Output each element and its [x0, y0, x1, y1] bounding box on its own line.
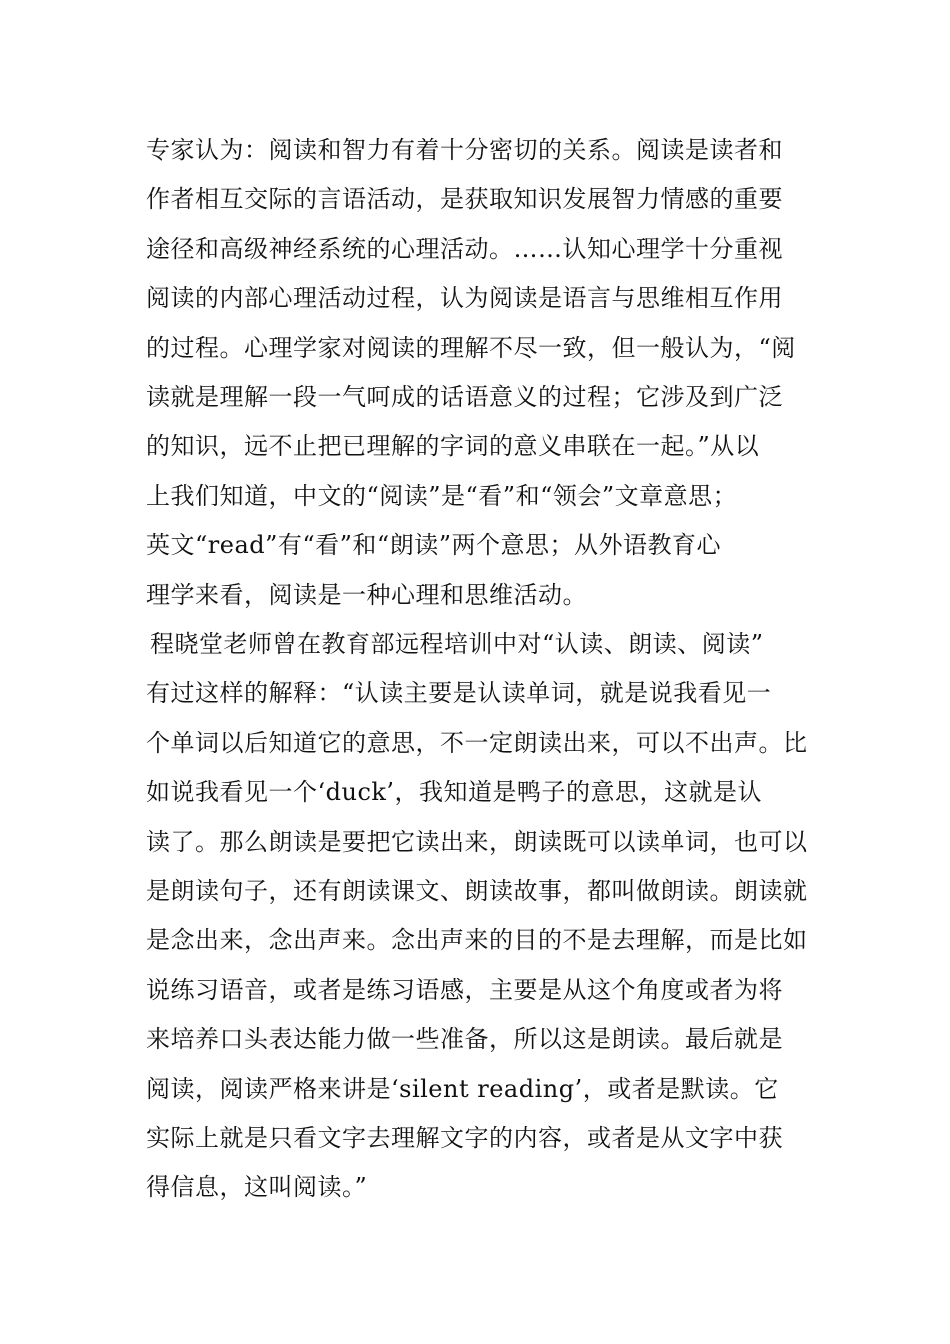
text-line: 得信息，这叫阅读。”	[146, 1173, 368, 1202]
text-line: 读了。那么朗读是要把它读出来，朗读既可以读单词，也可以	[146, 827, 808, 856]
text-line: 的过程。心理学家对阅读的理解不尽一致，但一般认为，“阅	[146, 333, 796, 362]
text-line: 是念出来，念出声来。念出声来的目的不是去理解，而是比如	[146, 926, 808, 955]
paragraph-cheng-xiaotang-explanation	[146, 620, 826, 1213]
text-line: 途径和高级神经系统的心理活动。……认知心理学十分重视	[146, 234, 783, 263]
text-line: 阅读的内部心理活动过程，认为阅读是语言与思维相互作用	[146, 284, 783, 313]
text-line: 英文“read”有“看”和“朗读”两个意思；从外语教育心	[146, 531, 721, 560]
text-line: 的知识，远不止把已理解的字词的意义串联在一起。”从以	[146, 432, 760, 461]
text-line: 如说我看见一个‘duck’，我知道是鸭子的意思，这就是认	[146, 778, 763, 807]
text-line: 实际上就是只看文字去理解文字的内容，或者是从文字中获	[146, 1123, 783, 1152]
text-line: 有过这样的解释：“认读主要是认读单词，就是说我看见一	[146, 679, 772, 708]
text-line: 是朗读句子，还有朗读课文、朗读故事，都叫做朗读。朗读就	[146, 876, 808, 905]
text-line: 个单词以后知道它的意思，不一定朗读出来，可以不出声。比	[146, 728, 808, 757]
text-line: 程晓堂老师曾在教育部远程培训中对“认读、朗读、阅读”	[150, 630, 764, 658]
text-line: 上我们知道，中文的“阅读”是“看”和“领会”文章意思；	[146, 481, 738, 510]
text-line: 来培养口头表达能力做一些准备，所以这是朗读。最后就是	[146, 1025, 783, 1054]
text-line: 专家认为：阅读和智力有着十分密切的关系。阅读是读者和	[146, 136, 783, 164]
text-line: 作者相互交际的言语活动，是获取知识发展智力情感的重要	[146, 185, 783, 214]
text-line: 阅读，阅读严格来讲是‘silent reading’，或者是默读。它	[146, 1074, 779, 1103]
text-line: 读就是理解一段一气呵成的话语意义的过程；它涉及到广泛	[146, 382, 783, 411]
paragraph-expert-view	[146, 126, 826, 620]
text-line: 说练习语音，或者是练习语感，主要是从这个角度或者为将	[146, 975, 783, 1004]
text-line: 理学来看，阅读是一种心理和思维活动。	[146, 580, 587, 609]
